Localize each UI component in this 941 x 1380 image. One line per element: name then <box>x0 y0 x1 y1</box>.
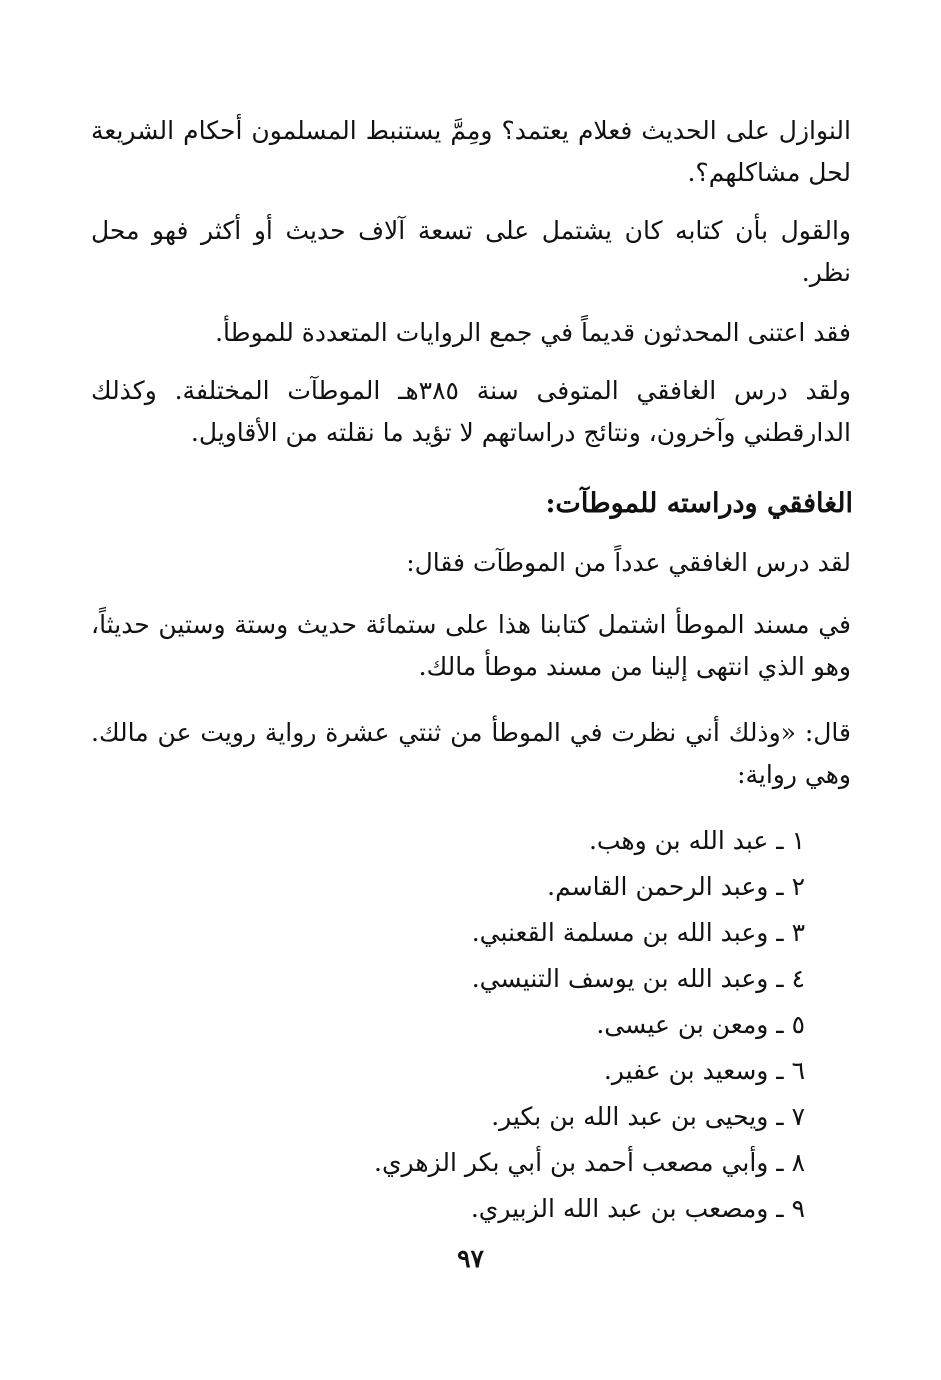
list-item: ٧ ـ ويحيى بن عبد الله بن بكير. <box>491 1102 805 1131</box>
list-item: ٩ ـ ومصعب بن عبد الله الزبيري. <box>470 1194 805 1223</box>
page-number: ٩٧ <box>457 1244 484 1273</box>
list-item: ٣ ـ وعبد الله بن مسلمة القعنبي. <box>471 918 805 947</box>
list-item: ٥ ـ ومعن بن عيسى. <box>596 1010 805 1039</box>
list-item: ٨ ـ وأبي مصعب أحمد بن أبي بكر الزهري. <box>374 1148 805 1177</box>
paragraph: والقول بأن كتابه كان يشتمل على تسعة آلاف حديث أو أكثر فهو محل نظر. <box>91 216 851 287</box>
list-item: ٦ ـ وسعيد بن عفير. <box>603 1056 805 1085</box>
list-item: ١ ـ عبد الله بن وهب. <box>588 826 805 855</box>
paragraph: لقد درس الغافقي عدداً من الموطآت فقال: <box>406 548 851 577</box>
paragraph: ولقد درس الغافقي المتوفى سنة ٣٨٥هـ الموطآت المختلفة. وكذلك الدارقطني وآخرون، ونتائج دراساتهم لا تؤيد ما نقلته من الأقاويل. <box>91 376 851 447</box>
list-item: ٤ ـ وعبد الله بن يوسف التنيسي. <box>471 964 805 993</box>
paragraph: قال: «وذلك أني نظرت في الموطأ من ثنتي عشرة رواية رويت عن مالك. وهي رواية: <box>91 718 851 789</box>
paragraph: فقد اعتنى المحدثون قديماً في جمع الروايات المتعددة للموطأ. <box>215 318 851 347</box>
list-item: ٢ ـ وعبد الرحمن القاسم. <box>547 872 805 901</box>
section-heading: الغافقي ودراسته للموطآت: <box>545 488 853 519</box>
paragraph: النوازل على الحديث فعلام يعتمد؟ ومِمَّ يستنبط المسلمون أحكام الشريعة لحل مشاكلهم؟. <box>91 116 851 187</box>
narrators-list <box>374 818 805 1232</box>
paragraph: في مسند الموطأ اشتمل كتابنا هذا على ستمائة حديث وستة وستين حديثاً، وهو الذي انتهى إلينا من مسند موطأ مالك. <box>91 610 851 681</box>
